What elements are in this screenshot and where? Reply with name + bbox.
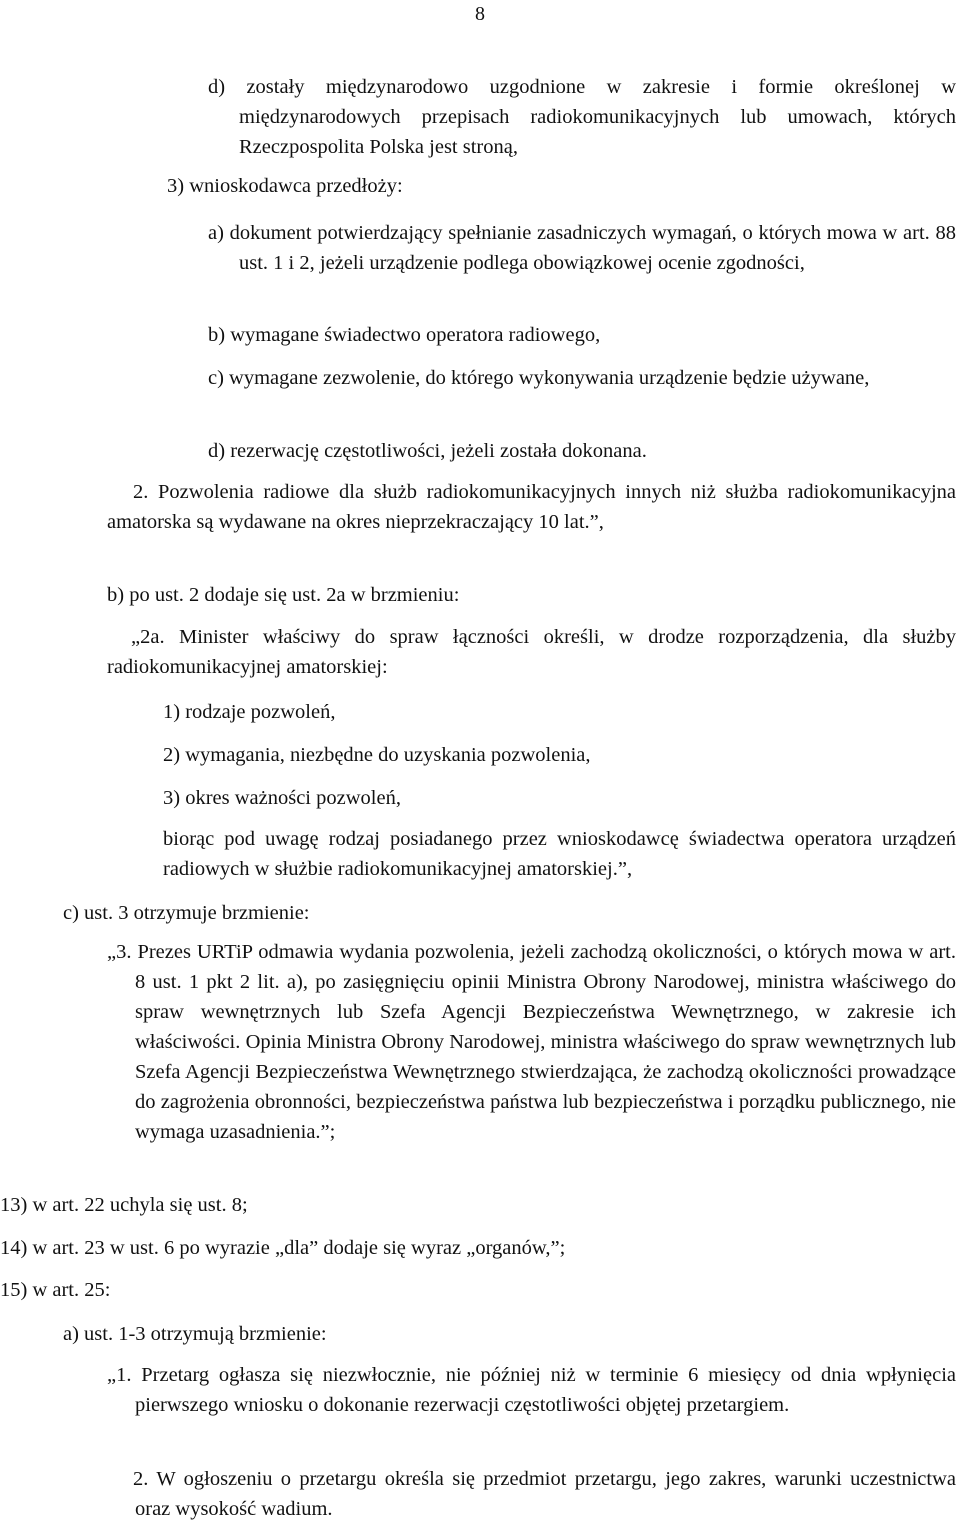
- paragraph-item-c-ust-3: c) ust. 3 otrzymuje brzmienie:: [63, 902, 310, 924]
- paragraph-section-3-urtip: „3. Prezes URTiP odmawia wydania pozwolenia, jeżeli zachodzą okoliczności, o których mowa w art. 8 ust. 1 pkt 2 lit. a), po zasięgnięciu opinii Ministra Obrony Narodowej, ministra właściwego do spraw wewnętrznych lub Szefa Agencji Bezpieczeństwa Wewnętrznego, w zakresie ich właściwości. Opinia Ministra Obrony Narodowej, ministra właściwego do spraw wewnętrznych lub Szefa Agencji Bezpieczeństwa Wewnętrznego stwierdzająca, że zachodzą okoliczności prowadzące do zagrożenia obronności, bezpieczeństwa państwa lub bezpieczeństwa i porządku publicznego, nie wymaga uzasadnienia.”;: [107, 941, 956, 1143]
- paragraph-section-2-announcement: 2. W ogłoszeniu o przetargu określa się przedmiot przetargu, jego zakres, warunki uczestnictwa oraz wysokość wadium.: [133, 1468, 956, 1520]
- paragraph-item-a-document: a) dokument potwierdzający spełnianie zasadniczych wymagań, o których mowa w art. 88 ust. 1 i 2, jeżeli urządzenie podlega obowiązkowej ocenie zgodności,: [208, 222, 956, 274]
- paragraph-list-1-permit-types: 1) rodzaje pozwoleń,: [163, 701, 336, 723]
- paragraph-item-b-certificate: b) wymagane świadectwo operatora radiowego,: [208, 324, 601, 346]
- paragraph-section-2a-minister: „2a. Minister właściwy do spraw łączności określi, w drodze rozporządzenia, dla służby radiokomunikacyjnej amatorskiej:: [107, 626, 956, 678]
- paragraph-point-14: 14) w art. 23 w ust. 6 po wyrazie „dla” dodaje się wyraz „organów,”;: [0, 1237, 566, 1259]
- paragraph-item-a-ust-1-3: a) ust. 1-3 otrzymują brzmienie:: [63, 1323, 327, 1345]
- paragraph-section-2-permits: 2. Pozwolenia radiowe dla służb radiokomunikacyjnych innych niż służba radiokomunikacyjna amatorska są wydawane na okres nieprzekraczający 10 lat.”,: [107, 481, 956, 533]
- paragraph-list-2-requirements: 2) wymagania, niezbędne do uzyskania pozwolenia,: [163, 744, 591, 766]
- paragraph-point-15: 15) w art. 25:: [0, 1279, 111, 1301]
- paragraph-item-c-permit: c) wymagane zezwolenie, do którego wykonywania urządzenie będzie używane,: [208, 367, 870, 389]
- paragraph-item-d-reservation: d) rezerwację częstotliwości, jeżeli została dokonana.: [208, 440, 647, 462]
- page-number: 8: [475, 3, 485, 25]
- paragraph-section-1-tender: „1. Przetarg ogłasza się niezwłocznie, nie później niż w terminie 6 miesięcy od dnia wpłynięcia pierwszego wniosku o dokonanie rezerwacji częstotliwości objętej przetargiem.: [107, 1364, 956, 1416]
- paragraph-item-b-insert-2a: b) po ust. 2 dodaje się ust. 2a w brzmieniu:: [107, 584, 460, 606]
- paragraph-point-3-applicant: 3) wnioskodawca przedłoży:: [167, 175, 403, 197]
- paragraph-item-d-agreements: d) zostały międzynarodowo uzgodnione w zakresie i formie określonej w międzynarodowych przepisach radiokomunikacyjnych lub umowach, których Rzeczpospolita Polska jest stroną,: [208, 76, 956, 158]
- paragraph-considering: biorąc pod uwagę rodzaj posiadanego przez wnioskodawcę świadectwa operatora urządzeń radiowych w służbie radiokomunikacyjnej amatorskiej.”,: [163, 828, 956, 880]
- paragraph-list-3-validity: 3) okres ważności pozwoleń,: [163, 787, 401, 809]
- paragraph-point-13: 13) w art. 22 uchyla się ust. 8;: [0, 1194, 248, 1216]
